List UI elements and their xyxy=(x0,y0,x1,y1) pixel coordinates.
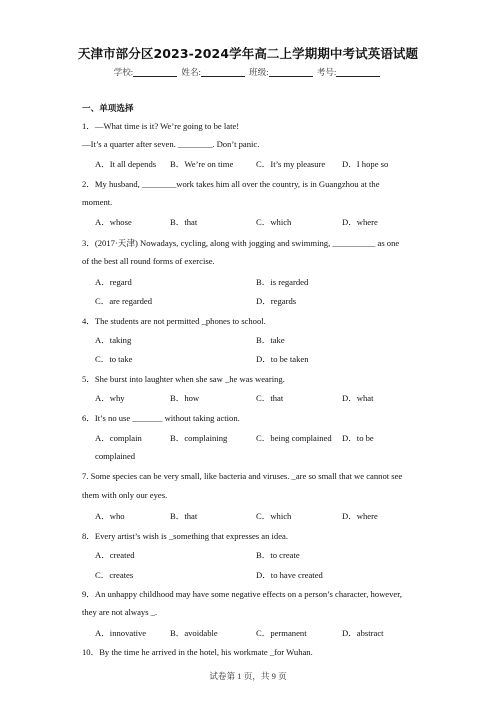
question-2-option-b[interactable]: B．that xyxy=(170,217,198,227)
question-4-line-1: 4．The students are not permitted _phones to school. xyxy=(82,316,266,326)
question-1-option-b[interactable]: B．We’re on time xyxy=(170,159,234,169)
question-1-option-c[interactable]: C．It’s my pleasure xyxy=(256,159,326,169)
exam-number-blank xyxy=(336,67,380,77)
question-6-line-1: 6．It’s no use _______ without taking action. xyxy=(82,413,240,423)
question-1-line-2: —It’s a quarter after seven. ________. Don’t panic. xyxy=(82,139,260,149)
question-6-option-a[interactable]: A．complain xyxy=(95,433,142,443)
question-7-option-b[interactable]: B．that xyxy=(170,511,198,521)
name-blank xyxy=(201,67,245,77)
question-6-option-d[interactable]: D．to be xyxy=(342,433,374,443)
question-9-line-1: 9．An unhappy childhood may have some negative effects on a person’s character, however, xyxy=(82,589,402,599)
question-4-option-c[interactable]: C．to take xyxy=(95,354,133,364)
question-2-option-d[interactable]: D．where xyxy=(342,217,378,227)
school-label: 学校: xyxy=(113,67,134,77)
section-title: 一、单项选择 xyxy=(82,104,134,114)
question-9-option-b[interactable]: B．avoidable xyxy=(170,628,218,638)
question-8-option-d[interactable]: D．to have created xyxy=(256,570,323,580)
question-3-line-1: 3．(2017·天津) Nowadays, cycling, along with jogging and swimming, __________ as one xyxy=(82,238,400,248)
question-6-option-d-continued: complained xyxy=(95,451,136,461)
question-8-line-1: 8．Every artist’s wish is _something that expresses an idea. xyxy=(82,531,288,541)
question-10-line-1: 10．By the time he arrived in the hotel, his workmate _for Wuhan. xyxy=(82,647,313,657)
question-8-option-a[interactable]: A．created xyxy=(95,550,135,560)
question-2-option-a[interactable]: A．whose xyxy=(95,217,132,227)
page-footer: 试卷第 1 页，共 9 页 xyxy=(209,671,287,681)
school-blank xyxy=(133,67,177,77)
question-3-line-2: of the best all round forms of exercise. xyxy=(82,256,215,266)
exam-number-label: 考号: xyxy=(316,67,337,77)
student-info-row xyxy=(0,66,496,78)
question-4-option-d[interactable]: D．to be taken xyxy=(256,354,309,364)
question-4-option-a[interactable]: A．taking xyxy=(95,335,132,345)
question-5-line-1: 5．She burst into laughter when she saw _he was wearing. xyxy=(82,374,285,384)
question-5-option-c[interactable]: C．that xyxy=(256,393,284,403)
question-3-option-a[interactable]: A．regard xyxy=(95,277,132,287)
name-label: 姓名: xyxy=(181,67,201,77)
question-1-option-d[interactable]: D．I hope so xyxy=(342,159,389,169)
page-title: 天津市部分区2023-2024学年高二上学期期中考试英语试题 xyxy=(77,46,419,61)
question-3-option-c[interactable]: C．are regarded xyxy=(95,296,153,306)
question-6-option-b[interactable]: B．complaining xyxy=(170,433,228,443)
class-label: 班级: xyxy=(249,67,269,77)
question-3-option-d[interactable]: D．regards xyxy=(256,296,297,306)
question-8-option-c[interactable]: C．creates xyxy=(95,570,134,580)
question-2-option-c[interactable]: C．which xyxy=(256,217,292,227)
question-9-line-2: they are not always _. xyxy=(82,607,158,617)
question-8-option-b[interactable]: B．to create xyxy=(256,550,300,560)
question-5-option-d[interactable]: D．what xyxy=(342,393,374,403)
question-5-option-b[interactable]: B．how xyxy=(170,393,200,403)
question-2-line-1: 2．My husband, ________work takes him all over the country, is in Guangzhou at the xyxy=(82,179,380,189)
question-7-line-1: 7. Some species can be very small, like bacteria and viruses. _are so small that we cannot see xyxy=(82,471,403,481)
question-3-option-b[interactable]: B．is regarded xyxy=(256,277,309,287)
question-9-option-d[interactable]: D．abstract xyxy=(342,628,384,638)
question-9-option-a[interactable]: A．innovative xyxy=(95,628,147,638)
question-1-line-1: 1．—What time is it? We’re going to be late! xyxy=(82,121,240,131)
question-2-line-2: moment. xyxy=(82,197,113,207)
question-4-option-b[interactable]: B．take xyxy=(256,335,285,345)
question-5-option-a[interactable]: A．why xyxy=(95,393,125,403)
question-7-option-a[interactable]: A．who xyxy=(95,511,125,521)
class-blank xyxy=(269,67,313,77)
question-7-option-c[interactable]: C．which xyxy=(256,511,292,521)
question-9-option-c[interactable]: C．permanent xyxy=(256,628,307,638)
question-7-option-d[interactable]: D．where xyxy=(342,511,378,521)
question-7-line-2: them with only our eyes. xyxy=(82,490,168,500)
question-1-option-a[interactable]: A．It all depends xyxy=(95,159,157,169)
question-6-option-c[interactable]: C．being complained xyxy=(256,433,332,443)
